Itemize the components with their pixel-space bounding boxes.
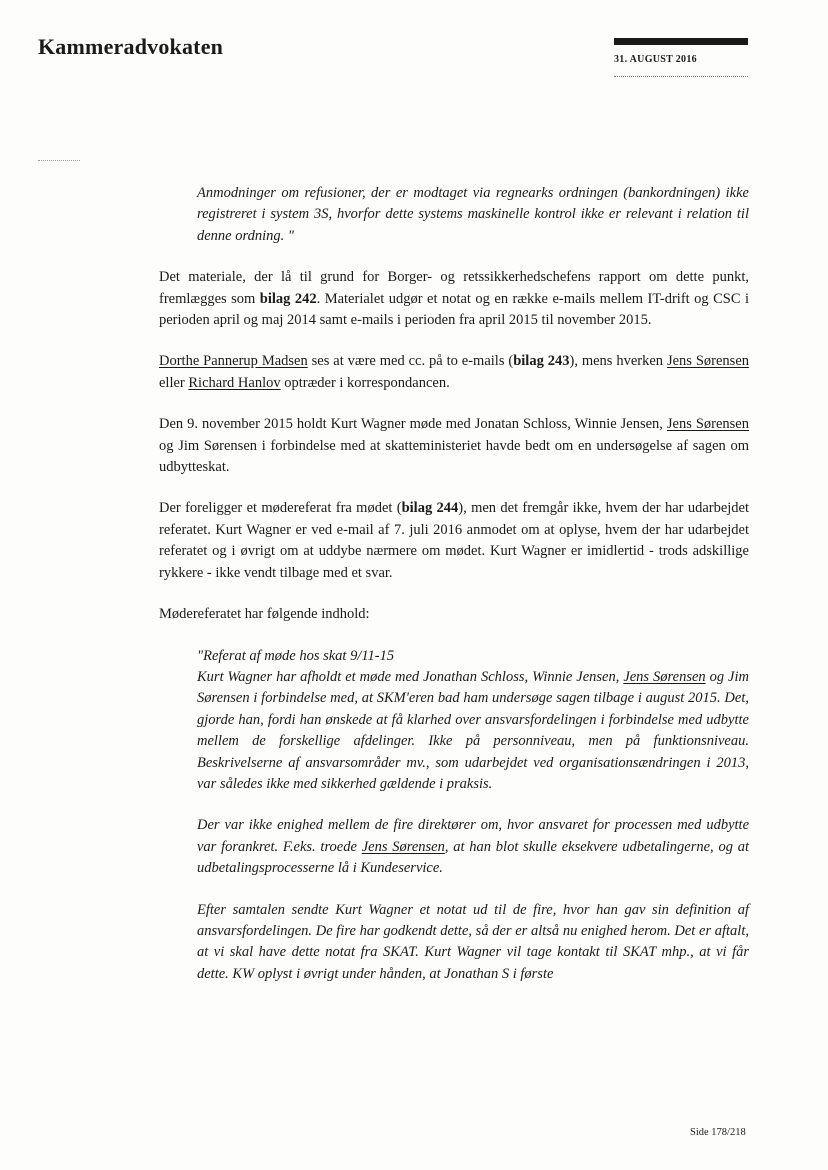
bilag-reference: bilag 244 xyxy=(401,500,459,517)
minutes-title: "Referat af møde hos skat 9/11-15 xyxy=(197,647,395,664)
quote-paragraph-2: Der var ikke enighed mellem de fire direktører om, hvor ansvaret for processen med udbytte var forankret. F.eks. troede Jens Sørensen, at han blot skulle eksekvere udbetalingerne, og at udbetalingsprocesserne lå i Kundeservice. xyxy=(197,817,749,877)
quote-paragraph-1: "Referat af møde hos skat 9/11-15 Kurt Wagner har afholdt et møde med Jonathan Schloss, Winnie Jensen, Jens Sørensen og Jim Sørensen i forbindelse med, at SKM'eren bad ham undersøge sagen tilbage i august 2015. Det, gjorde han, fordi han ønskede at få klarhed over ansvarsfordelingen i forbindelse med udbytte mellem de forskellige afdelinger. Ikke på personniveau, men på funktionsniveau. Beskrivelserne af ansvarsområder mv., som udarbejdet ved organisationsændringen i 2013, var således ikke med sikkerhed gældende i praksis. xyxy=(197,647,749,792)
minutes-quote xyxy=(197,646,749,986)
person-name: Jens Sørensen xyxy=(666,416,749,433)
paragraph-meeting: Den 9. november 2015 holdt Kurt Wagner møde med Jonatan Schloss, Winnie Jensen, Jens Sørensen og Jim Sørensen i forbindelse med at skatteministeriet havde bedt om en undersøgelse af sagen om udbytteskat. xyxy=(159,416,749,476)
bilag-reference: bilag 242 xyxy=(259,290,317,307)
person-name: Jens Sørensen xyxy=(623,668,706,685)
person-name: Jens Sørensen xyxy=(666,353,750,370)
margin-marker xyxy=(38,160,80,161)
paragraph-minutes: Der foreligger et mødereferat fra mødet (bilag 244), men det fremgår ikke, hvem der har udarbejdet referatet. Kurt Wagner er ved e-mail af 7. juli 2016 anmodet om at oplyse, hvem der har udarbejdet referatet og i øvrigt om at uddybe nærmere om mødet. Kurt Wagner er imidlertid - trods adskillige rykkere - ikke vendt tilbage med et svar. xyxy=(159,500,750,581)
person-name: Dorthe Pannerup Madsen xyxy=(159,353,308,370)
document-body xyxy=(159,183,749,1005)
page-number: Side 178/218 xyxy=(690,1127,746,1138)
bilag-reference: bilag 243 xyxy=(513,353,570,370)
document-date: 31. AUGUST 2016 xyxy=(614,54,697,65)
paragraph-emails: Dorthe Pannerup Madsen ses at være med cc. på to e-mails (bilag 243), mens hverken Jens Sørensen eller Richard Hanlov optræder i korrespondancen. xyxy=(159,353,750,391)
paragraph-intro: Mødereferatet har følgende indhold: xyxy=(159,606,370,623)
brand-title: Kammeradvokaten xyxy=(38,34,224,59)
header-bar xyxy=(614,38,748,45)
quote-paragraph-3: Efter samtalen sendte Kurt Wagner et notat ud til de fire, hvor han gav sin definition af ansvarsfordelingen. De fire har godkendt dette, så der er altså nu enighed herom. Det er aftalt, at vi skal have dette notat fra SKAT. Kurt Wagner vil tage kontakt til SKAT mhp., at vi får dette. KW oplyst i øvrigt under hånden, at Jonathan S i første xyxy=(197,901,749,982)
person-name: Richard Hanlov xyxy=(188,374,281,391)
quote-continuation: Anmodninger om refusioner, der er modtaget via regnearks ordningen (bankordningen) ikke registreret i system 3S, hvorfor dette systems maskinelle kontrol ikke er relevant i relation til denne ordning. " xyxy=(197,185,749,244)
paragraph-material: Det materiale, der lå til grund for Borger- og retssikkerhedschefens rapport om dette punkt, fremlægges som bilag 242. Materialet udgør et notat og en række e-mails mellem IT-drift og CSC i perioden april og maj 2014 samt e-mails i perioden fra april 2015 til november 2015. xyxy=(159,269,750,329)
person-name: Jens Sørensen xyxy=(361,838,445,855)
date-divider xyxy=(614,76,748,77)
